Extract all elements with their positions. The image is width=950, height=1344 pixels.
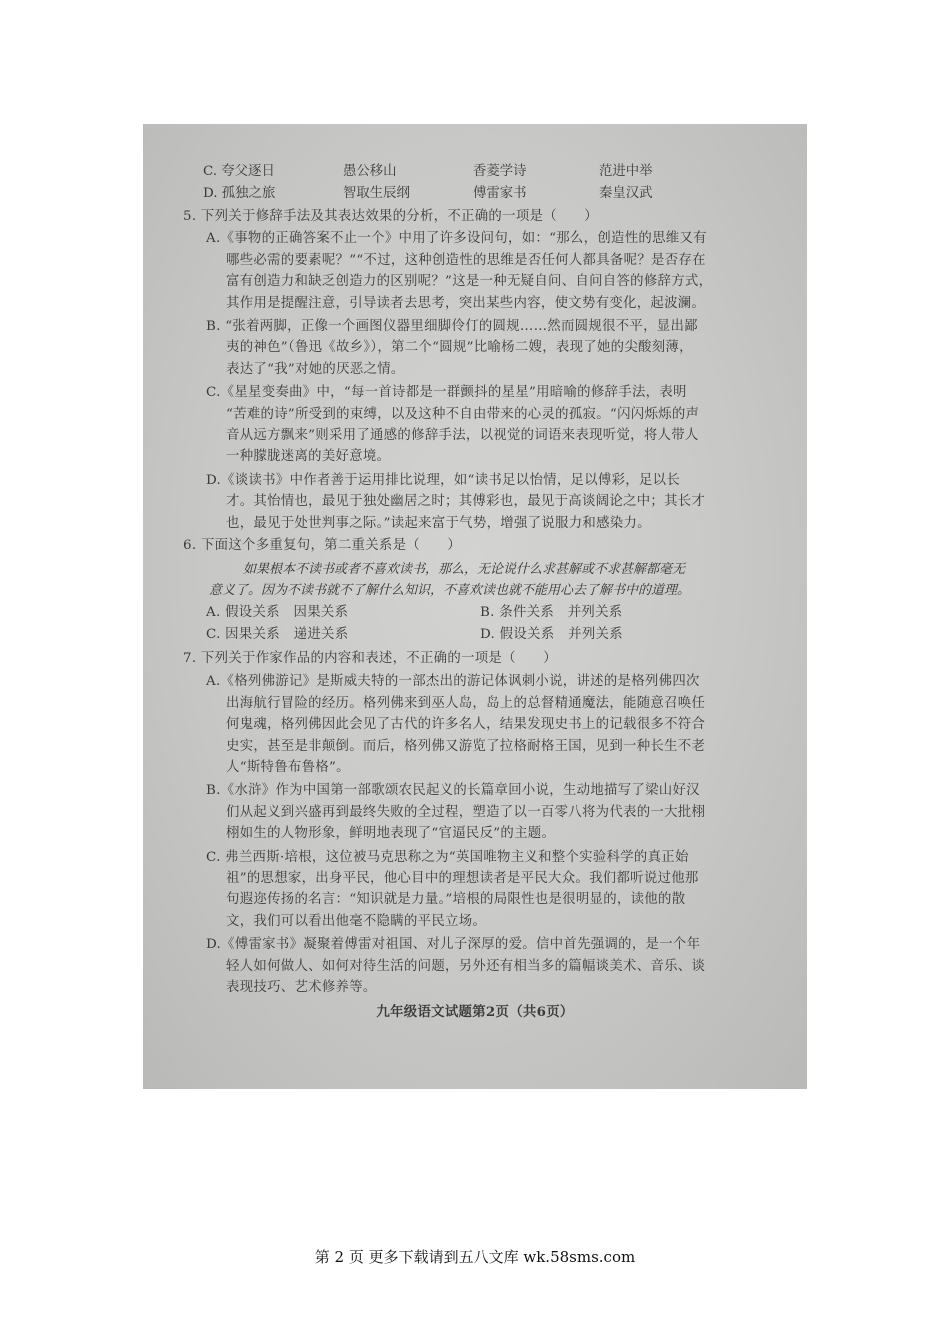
option-line: A.《事物的正确答案不止一个》中用了许多设问句，如：“那么，创造性的思维又有 [206,231,707,247]
question-stem: 5. 下列关于修辞手法及其表达效果的分析，不正确的一项是（ ） [183,209,598,224]
option-line: 哪些必需的要素呢？”“不过，这种创造性的思维是否任何人都具备呢？是否存在 [226,252,706,268]
option-item: D. 孤独之旅 [203,186,276,201]
option-line: 人“斯特鲁布鲁格”。 [226,760,350,775]
option-line: 出海航行冒险的经历。格列佛来到巫人岛，岛上的总督精通魔法，能随意召唤任 [226,695,706,711]
option-line: 一种朦胧迷离的美好意境。 [226,449,391,465]
option-item: B. 条件关系 并列关系 [480,605,623,620]
option-line: C. 弗兰西斯·培根，这位被马克思称之为“英国唯物主义和整个实验科学的真正始 [206,849,689,865]
question-stem: 7. 下列关于作家作品的内容和表述，不正确的一项是（ ） [183,651,557,666]
option-line: B. “张着两脚，正像一个画图仪器里细脚伶仃的圆规……然而圆规很不平，显出鄙 [206,319,698,334]
option-line: 句遐迩传扬的名言：“知识就是力量。”培根的局限性也是很明显的，读他的散 [226,892,686,908]
option-line: 才。其怡情也，最见于独处幽居之时；其傅彩也，最见于高谈阔论之中；其长才 [226,494,706,510]
option-item: D. 假设关系 并列关系 [480,627,623,642]
option-line: 音从远方飘来”则采用了通感的修辞手法，以视觉的词语来表现听觉，将人带人 [226,428,699,443]
option-line: “苦难的诗”所受到的束缚，以及这种不自由带来的心灵的孤寂。“闪闪烁烁的声 [226,406,700,422]
option-line: D.《谈读书》中作者善于运用排比说理，如“读书足以怡情，足以傅彩，足以长 [206,472,681,488]
handwritten-sentence: 如果根本不读书或者不喜欢读书，那么，无论说什么求甚解或不求甚解都毫无 [243,562,686,577]
option-item: C. 夸父逐日 [203,164,275,179]
option-item: C. 因果关系 递进关系 [206,627,349,642]
option-item: 智取生辰纲 [343,186,410,201]
option-line: 栩如生的人物形象，鲜明地表现了“官逼民反”的主题。 [226,826,556,842]
option-line: 们从起义到兴盛再到最终失败的全过程，塑造了以一百零八将为代表的一大批栩 [226,804,706,820]
option-line: 文，我们可以看出他毫不隐瞒的平民立场。 [226,913,487,929]
option-line: 表现技巧、艺术修养等。 [226,980,377,995]
option-item: A. 假设关系 因果关系 [206,605,349,620]
option-line: C.《星星变奏曲》中，“每一首诗都是一群颤抖的星星”用暗喻的修辞手法，表明 [206,385,687,401]
exam-page-content [143,124,807,1089]
option-line: B.《水浒》作为中国第一部歌颂农民起义的长篇章回小说，生动地描写了梁山好汉 [206,783,700,799]
option-line: 祖”的思想家，出身平民，他心目中的理想读者是平民大众。我们都听说过他那 [226,871,699,886]
option-line: 富有创造力和缺乏创造力的区别呢？”这是一种无疑自问、自问自答的修辞方式， [226,274,713,290]
option-line: 何鬼魂，格列佛因此会见了古代的许多名人，结果发现史书上的记载很多不符合 [226,717,706,733]
option-line: A.《格列佛游记》是斯威夫特的一部杰出的游记体讽刺小说，讲述的是格列佛四次 [206,674,700,690]
option-item: 愚公移山 [343,164,397,179]
handwritten-sentence: 意义了。因为不读书就不了解什么知识，不喜欢读也就不能用心去了解书中的道理。 [209,583,691,598]
option-line: 史实，甚至是非颠倒。而后，格列佛又游览了拉格耐格王国，见到一种长生不老 [226,738,706,754]
option-item: 范进中举 [599,164,653,179]
option-line: 其作用是提醒注意，引导读者去思考，突出某些内容，使文势有变化，起波澜。 [226,295,706,311]
option-line: D.《傅雷家书》凝聚着傅雷对祖国、对儿子深厚的爱。信中首先强调的，是一个年 [206,937,701,953]
option-line: 轻人如何做人、如何对待生活的问题，另外还有相当多的篇幅谈美术、音乐、谈 [226,958,706,974]
page-number-inside: 九年级语文试题第2页（共6页） [376,1004,574,1020]
scanned-exam-photo [143,124,807,1089]
option-item: 秦皇汉武 [599,186,653,201]
question-stem: 6. 下面这个多重复句，第二重关系是（ ） [183,538,462,553]
option-line: 也，最见于处世判事之际。”读起来富于气势，增强了说服力和感染力。 [226,515,651,531]
option-line: 表达了“我”对她的厌恶之情。 [226,361,405,377]
option-item: 傅雷家书 [473,186,527,201]
option-item: 香菱学诗 [473,164,527,179]
option-line: 夷的神色”（鲁迅《故乡》），第二个“圆规”比喻杨二嫂，表现了她的尖酸刻薄， [226,340,693,356]
page-footer: 第 2 页 更多下载请到五八文库 wk.58sms.com [314,1248,636,1266]
